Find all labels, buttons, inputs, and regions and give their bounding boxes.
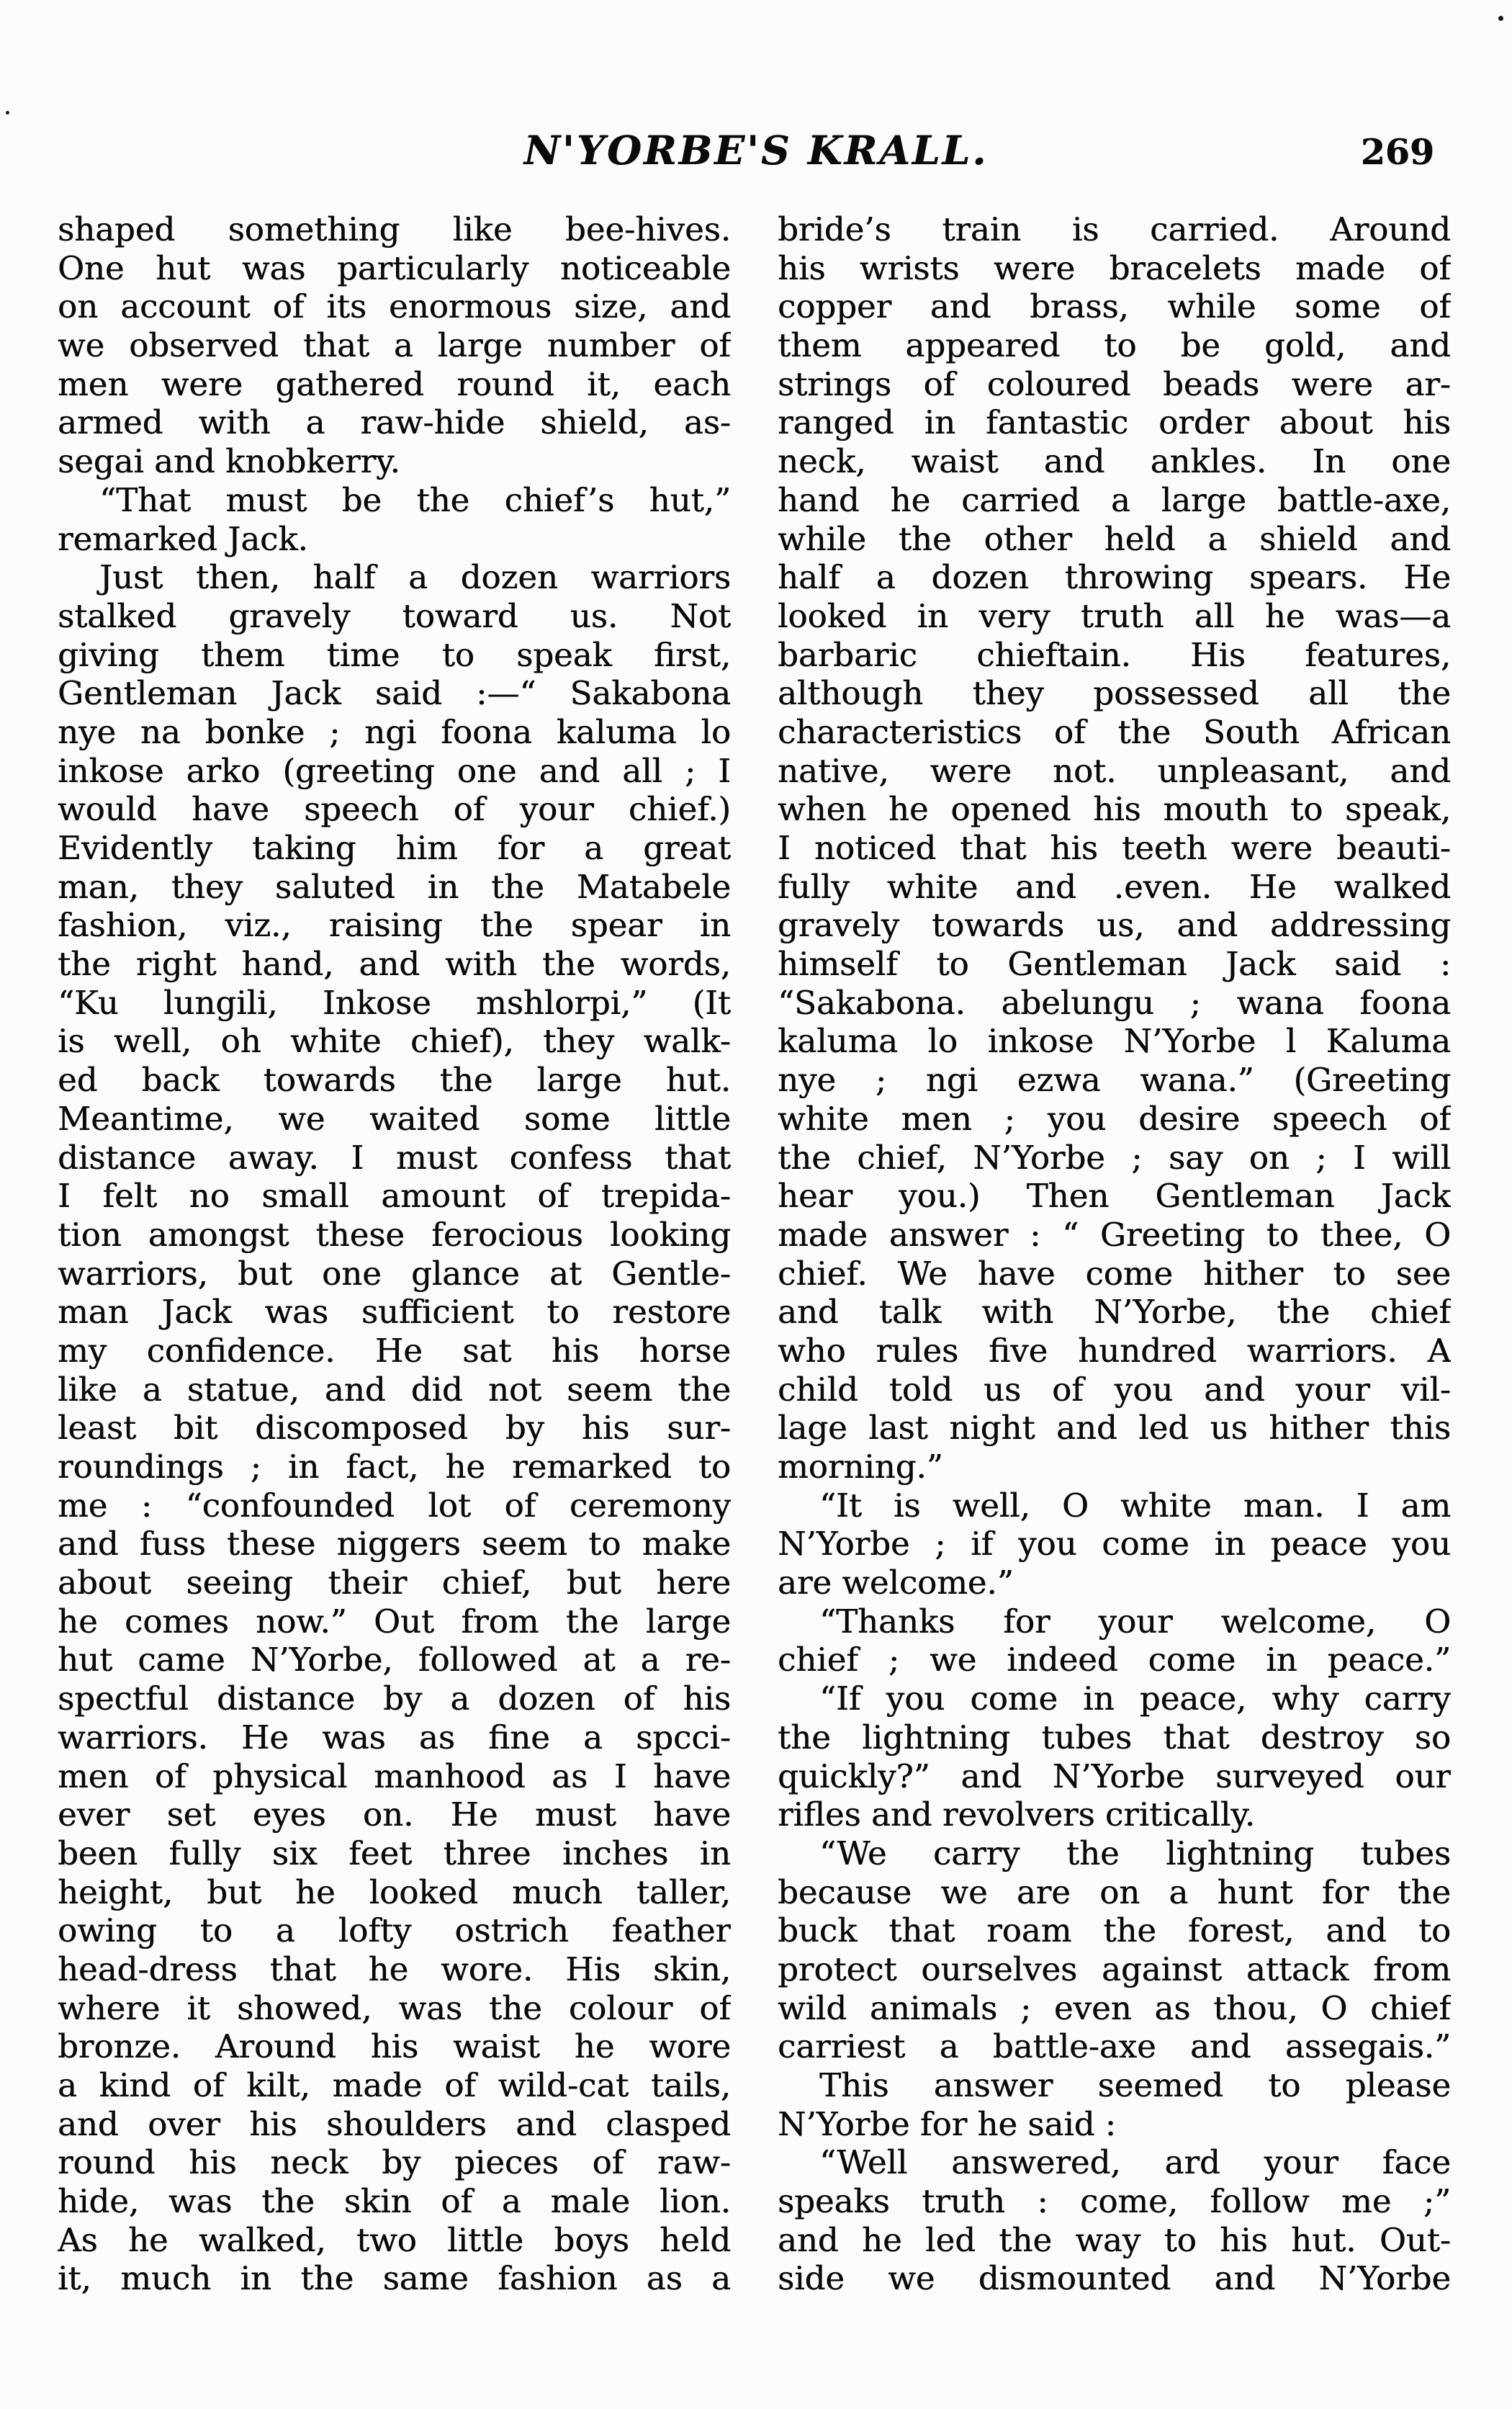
- text-line: head-dress that he wore. His skin,: [58, 1950, 731, 1988]
- text-line: ever set eyes on. He must have: [58, 1795, 731, 1834]
- text-line: because we are on a hunt for the: [778, 1872, 1451, 1911]
- text-line: quickly?” and N’Yorbe surveyed our: [778, 1757, 1451, 1795]
- scan-speck: [6, 111, 9, 115]
- text-line: hear you.) Then Gentleman Jack: [778, 1177, 1451, 1216]
- text-line: nye na bonke ; ngi foona kaluma lo: [58, 712, 731, 751]
- text-line: gravely towards us, and addressing: [778, 906, 1451, 945]
- text-line: hut came N’Yorbe, followed at a re-: [58, 1641, 731, 1679]
- text-line: kaluma lo inkose N’Yorbe l Kaluma: [778, 1022, 1451, 1061]
- text-line: “We carry the lightning tubes: [819, 1834, 1451, 1872]
- text-line: child told us of you and your vil-: [778, 1370, 1451, 1409]
- text-line: and over his shoulders and clasped: [58, 2104, 731, 2143]
- text-line: are welcome.”: [778, 1564, 1014, 1602]
- text-line: I felt no small amount of trepida-: [58, 1177, 731, 1216]
- text-line: although they possessed all the: [778, 674, 1451, 713]
- text-line: and talk with N’Yorbe, the chief: [778, 1293, 1451, 1332]
- text-line: the chief, N’Yorbe ; say on ; I will: [778, 1138, 1451, 1177]
- running-head: [0, 127, 1512, 177]
- text-line: half a dozen throwing spears. He: [778, 558, 1451, 597]
- text-line: is well, oh white chief), they walk-: [58, 1022, 731, 1061]
- text-line: about seeing their chief, but here: [58, 1564, 731, 1602]
- text-line: This answer seemed to please: [819, 2066, 1451, 2104]
- text-line: we observed that a large number of: [58, 326, 731, 365]
- text-line: “Ku lungili, Inkose mshlorpi,” (It: [58, 983, 731, 1022]
- text-line: nye ; ngi ezwa wana.” (Greeting: [778, 1061, 1451, 1100]
- text-line: “If you come in peace, why carry: [819, 1679, 1451, 1718]
- text-line: and fuss these niggers seem to make: [58, 1525, 731, 1564]
- text-line: armed with a raw-hide shield, as-: [58, 403, 731, 442]
- text-line: I noticed that his teeth were beauti-: [778, 829, 1451, 867]
- text-line: would have speech of your chief.): [58, 790, 731, 829]
- text-line: Evidently taking him for a great: [58, 829, 731, 867]
- text-line: warriors, but one glance at Gentle-: [58, 1254, 731, 1293]
- text-line: man, they saluted in the Matabele: [58, 867, 731, 906]
- text-line: ranged in fantastic order about his: [778, 403, 1451, 442]
- text-line: himself to Gentleman Jack said :: [778, 945, 1451, 984]
- text-line: a kind of kilt, made of wild-cat tails,: [58, 2066, 731, 2104]
- text-line: roundings ; in fact, he remarked to: [58, 1448, 731, 1486]
- text-line: my confidence. He sat his horse: [58, 1331, 731, 1370]
- text-line: when he opened his mouth to speak,: [778, 790, 1451, 829]
- text-line: fully white and .even. He walked: [778, 867, 1451, 906]
- text-line: stalked gravely toward us. Not: [58, 596, 731, 635]
- text-line: least bit discomposed by his sur-: [58, 1409, 731, 1448]
- text-line: me : “confounded lot of ceremony: [58, 1486, 731, 1525]
- text-line: on account of its enormous size, and: [58, 287, 731, 326]
- text-line: morning.”: [778, 1448, 943, 1486]
- text-column-left: [58, 210, 731, 2298]
- text-line: bronze. Around his waist he wore: [58, 2027, 731, 2066]
- text-line: he comes now.” Out from the large: [58, 1602, 731, 1641]
- text-line: been fully six feet three inches in: [58, 1834, 731, 1872]
- text-line: barbaric chieftain. His features,: [778, 635, 1451, 674]
- text-line: protect ourselves against attack from: [778, 1950, 1451, 1988]
- text-line: remarked Jack.: [58, 519, 308, 558]
- text-line: segai and knobkerry.: [58, 442, 400, 481]
- text-line: hide, was the skin of a male lion.: [58, 2182, 731, 2221]
- text-line: “Thanks for your welcome, O: [819, 1602, 1451, 1641]
- text-line: height, but he looked much taller,: [58, 1872, 731, 1911]
- text-line: like a statue, and did not seem the: [58, 1370, 731, 1409]
- text-line: white men ; you desire speech of: [778, 1099, 1451, 1138]
- text-line: distance away. I must confess that: [58, 1138, 731, 1177]
- text-line: them appeared to be gold, and: [778, 326, 1451, 365]
- text-line: N’Yorbe for he said :: [778, 2104, 1116, 2143]
- text-line: while the other held a shield and: [778, 519, 1451, 558]
- text-line: “That must be the chief’s hut,”: [99, 480, 731, 519]
- text-line: tion amongst these ferocious looking: [58, 1215, 731, 1254]
- text-line: giving them time to speak first,: [58, 635, 731, 674]
- text-line: copper and brass, while some of: [778, 287, 1451, 326]
- text-line: round his neck by pieces of raw-: [58, 2143, 731, 2182]
- text-line: fashion, viz., raising the spear in: [58, 906, 731, 945]
- text-line: man Jack was sufficient to restore: [58, 1293, 731, 1332]
- text-line: speaks truth : come, follow me ;”: [778, 2182, 1451, 2221]
- text-line: “Sakabona. abelungu ; wana foona: [778, 983, 1451, 1022]
- text-line: As he walked, two little boys held: [58, 2220, 731, 2259]
- text-line: it, much in the same fashion as a: [58, 2259, 731, 2298]
- text-line: shaped something like bee-hives.: [58, 210, 731, 248]
- text-line: the right hand, and with the words,: [58, 945, 731, 984]
- text-line: ed back towards the large hut.: [58, 1061, 731, 1100]
- text-line: spectful distance by a dozen of his: [58, 1679, 731, 1718]
- text-line: Just then, half a dozen warriors: [99, 558, 731, 597]
- text-line: native, were not. unpleasant, and: [778, 751, 1451, 790]
- text-line: the lightning tubes that destroy so: [778, 1718, 1451, 1757]
- text-line: wild animals ; even as thou, O chief: [778, 1988, 1451, 2027]
- text-line: rifles and revolvers critically.: [778, 1795, 1256, 1834]
- text-line: One hut was particularly noticeable: [58, 248, 731, 287]
- text-line: characteristics of the South African: [778, 712, 1451, 751]
- text-line: men were gathered round it, each: [58, 364, 731, 403]
- text-line: looked in very truth all he was—a: [778, 596, 1451, 635]
- text-line: and he led the way to his hut. Out-: [778, 2220, 1451, 2259]
- text-line: strings of coloured beads were ar-: [778, 364, 1451, 403]
- page-title: N'YORBE'S KRALL.: [523, 127, 989, 174]
- text-line: Meantime, we waited some little: [58, 1099, 731, 1138]
- text-line: side we dismounted and N’Yorbe: [778, 2259, 1451, 2298]
- text-line: bride’s train is carried. Around: [778, 210, 1451, 248]
- text-column-right: [778, 210, 1451, 2298]
- text-line: buck that roam the forest, and to: [778, 1911, 1451, 1950]
- text-line: neck, waist and ankles. In one: [778, 442, 1451, 481]
- text-line: men of physical manhood as I have: [58, 1757, 731, 1795]
- text-line: chief ; we indeed come in peace.”: [778, 1641, 1451, 1679]
- text-line: “It is well, O white man. I am: [819, 1486, 1451, 1525]
- text-line: inkose arko (greeting one and all ; I: [58, 751, 731, 790]
- text-line: carriest a battle-axe and assegais.”: [778, 2027, 1451, 2066]
- text-line: his wrists were bracelets made of: [778, 248, 1451, 287]
- page-number: 269: [1360, 131, 1434, 173]
- text-line: where it showed, was the colour of: [58, 1988, 731, 2027]
- text-line: chief. We have come hither to see: [778, 1254, 1451, 1293]
- text-line: lage last night and led us hither this: [778, 1409, 1451, 1448]
- text-line: warriors. He was as fine a spcci-: [58, 1718, 731, 1757]
- text-line: who rules five hundred warriors. A: [778, 1331, 1451, 1370]
- text-line: made answer : “ Greeting to thee, O: [778, 1215, 1451, 1254]
- text-line: Gentleman Jack said :—“ Sakabona: [58, 674, 731, 713]
- text-line: hand he carried a large battle-axe,: [778, 480, 1451, 519]
- scan-speck: [1498, 16, 1503, 21]
- text-line: owing to a lofty ostrich feather: [58, 1911, 731, 1950]
- text-line: N’Yorbe ; if you come in peace you: [778, 1525, 1451, 1564]
- text-line: “Well answered, ard your face: [819, 2143, 1451, 2182]
